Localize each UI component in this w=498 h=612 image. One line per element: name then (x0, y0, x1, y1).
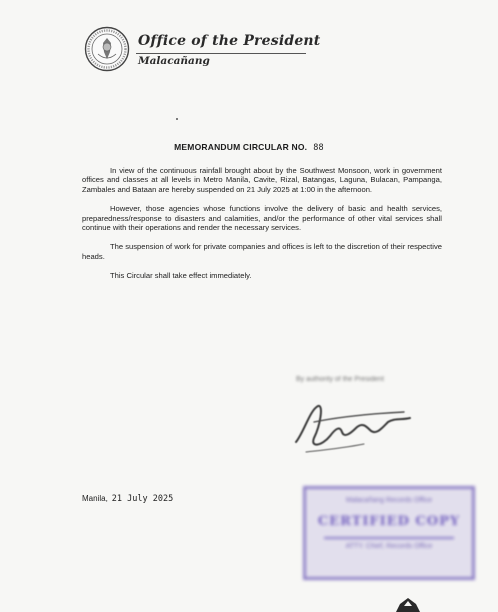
dateline-date: 21 July 2025 (111, 494, 174, 504)
memo-heading (0, 142, 498, 153)
office-subtitle: Malacañang (138, 55, 210, 67)
paragraph-1: In view of the continuous rainfall brought about by the Southwest Monsoon, work in government offices and classes at all levels in Metro Manila, Cavite, Rizal, Batangas, Laguna, Bulacan, Pampanga, Zambales and Bataan are hereby suspended on 21 July 2025 at 1:00 in the afternoon. (82, 166, 442, 194)
memo-body (82, 166, 442, 291)
emblem-icon (396, 598, 420, 612)
paragraph-4: This Circular shall take effect immediately. (110, 271, 252, 281)
title-underline (136, 53, 306, 54)
paragraph-3: The suspension of work for private companies and offices is left to the discretion of their respective heads. (82, 242, 442, 261)
authority-line: By authority of the President (296, 376, 384, 383)
paragraph-2: However, those agencies whose functions involve the delivery of basic and health services, preparedness/response to disasters and calamities, and/or the performance of other vital services shall continue with their operations and render the necessary services. (82, 204, 442, 233)
dateline (82, 494, 173, 504)
stamp-signature-line (324, 537, 454, 539)
stamp-footer: ATTY. Chief, Records Office (345, 543, 433, 550)
stamp-main-text: CERTIFIED COPY (317, 514, 461, 529)
certified-copy-stamp (303, 486, 475, 580)
dateline-place: Manila, (82, 494, 108, 503)
stray-mark (176, 118, 178, 120)
memo-heading-label: MEMORANDUM CIRCULAR NO. (174, 142, 308, 152)
memo-number: 88 (313, 143, 324, 153)
presidential-seal-icon (84, 26, 130, 72)
stamp-header: Malacañang Records Office (345, 497, 433, 504)
signature (284, 392, 424, 462)
office-title: Office of the President (138, 33, 321, 49)
